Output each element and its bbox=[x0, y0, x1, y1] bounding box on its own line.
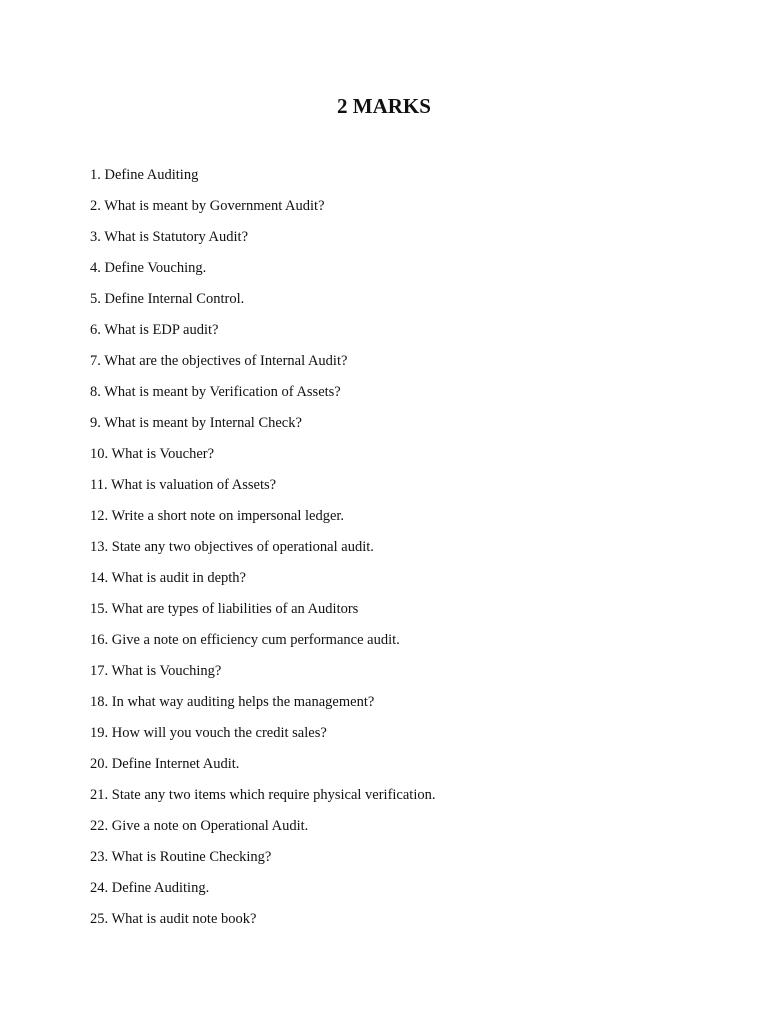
question-item: 1. Define Auditing bbox=[90, 167, 199, 183]
question-item: 11. What is valuation of Assets? bbox=[90, 477, 277, 493]
question-item: 18. In what way auditing helps the management? bbox=[90, 694, 375, 710]
question-item: 4. Define Vouching. bbox=[90, 260, 207, 276]
question-item: 20. Define Internet Audit. bbox=[90, 756, 240, 772]
question-item: 21. State any two items which require physical verification. bbox=[90, 787, 436, 803]
question-item: 8. What is meant by Verification of Assets? bbox=[90, 384, 341, 400]
question-item: 7. What are the objectives of Internal Audit? bbox=[90, 353, 348, 369]
question-item: 3. What is Statutory Audit? bbox=[90, 229, 249, 245]
question-item: 24. Define Auditing. bbox=[90, 880, 210, 896]
question-item: 5. Define Internal Control. bbox=[90, 291, 245, 307]
question-item: 16. Give a note on efficiency cum performance audit. bbox=[90, 632, 400, 648]
page-title: 2 MARKS bbox=[337, 94, 431, 118]
question-item: 10. What is Voucher? bbox=[90, 446, 215, 462]
question-item: 23. What is Routine Checking? bbox=[90, 849, 272, 865]
question-item: 17. What is Vouching? bbox=[90, 663, 222, 679]
question-item: 15. What are types of liabilities of an Auditors bbox=[90, 601, 359, 617]
question-list bbox=[90, 163, 730, 938]
question-item: 22. Give a note on Operational Audit. bbox=[90, 818, 309, 834]
question-item: 12. Write a short note on impersonal ledger. bbox=[90, 508, 345, 524]
question-item: 13. State any two objectives of operational audit. bbox=[90, 539, 374, 555]
question-item: 14. What is audit in depth? bbox=[90, 570, 246, 586]
question-item: 2. What is meant by Government Audit? bbox=[90, 198, 325, 214]
question-item: 19. How will you vouch the credit sales? bbox=[90, 725, 327, 741]
question-item: 25. What is audit note book? bbox=[90, 911, 257, 927]
question-item: 6. What is EDP audit? bbox=[90, 322, 219, 338]
question-item: 9. What is meant by Internal Check? bbox=[90, 415, 302, 431]
